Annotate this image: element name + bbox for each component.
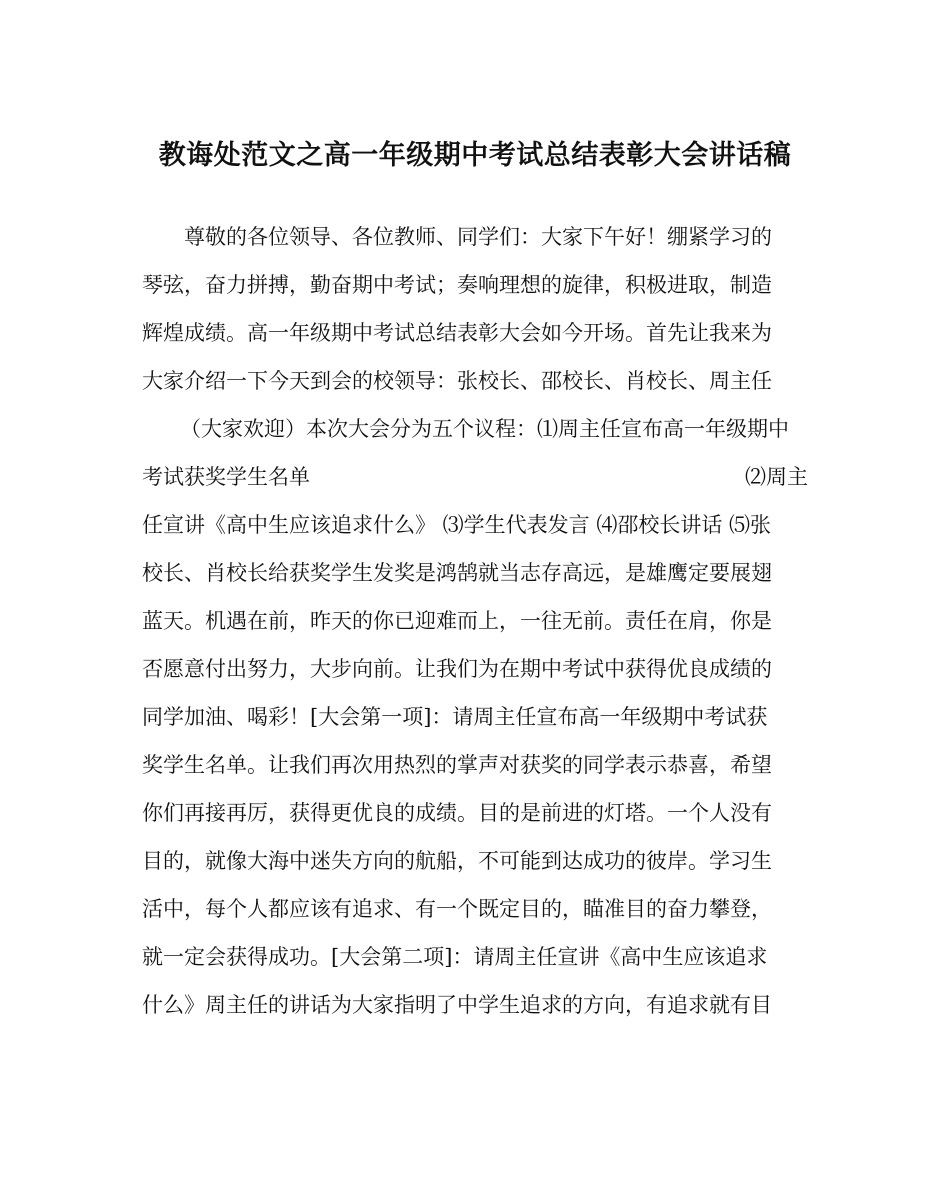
paragraph-line: （大家欢迎）本次大会分为五个议程：⑴周主任宣布高一年级期中 [180,417,789,441]
paragraph-line: 琴弦，奋力拼搏，勤奋期中考试；奏响理想的旋律，积极进取，制造 [142,273,772,297]
line-segment: ⑵周主 [745,465,808,489]
paragraph-line: 尊敬的各位领导、各位教师、同学们：大家下午好！绷紧学习的 [184,225,772,249]
paragraph-line: 你们再接再厉，获得更优良的成绩。目的是前进的灯塔。一个人没有 [142,801,772,825]
line-segment: 考试获奖学生名单 [142,465,310,489]
paragraph-line: 什么》周主任的讲话为大家指明了中学生追求的方向，有追求就有目 [142,993,772,1017]
paragraph-line: 蓝天。机遇在前，昨天的你已迎难而上，一往无前。责任在肩，你是 [142,609,772,633]
paragraph-line: 否愿意付出努力，大步向前。让我们为在期中考试中获得优良成绩的 [142,657,772,681]
paragraph-line: 同学加油、喝彩！[大会第一项]：请周主任宣布高一年级期中考试获 [142,705,768,729]
paragraph-line: 任宣讲《高中生应该追求什么》 ⑶学生代表发言 ⑷邵校长讲话 ⑸张 [142,513,772,537]
paragraph-line: 就一定会获得成功。[大会第二项]：请周主任宣讲《高中生应该追求 [142,945,768,969]
paragraph-line: 校长、肖校长给获奖学生发奖是鸿鹄就当志存高远，是雄鹰定要展翅 [142,561,772,585]
paragraph-line: 辉煌成绩。高一年级期中考试总结表彰大会如今开场。首先让我来为 [142,321,772,345]
paragraph-line: 目的，就像大海中迷失方向的航船，不可能到达成功的彼岸。学习生 [142,849,772,873]
paragraph-line [142,462,808,492]
paragraph-line: 大家介绍一下今天到会的校领导：张校长、邵校长、肖校长、周主任 [142,369,772,393]
paragraph-line: 奖学生名单。让我们再次用热烈的掌声对获奖的同学表示恭喜，希望 [142,753,772,777]
paragraph-line: 活中，每个人都应该有追求、有一个既定目的，瞄准目的奋力攀登， [142,897,772,921]
document-title: 教诲处范文之高一年级期中考试总结表彰大会讲话稿 [158,140,792,171]
